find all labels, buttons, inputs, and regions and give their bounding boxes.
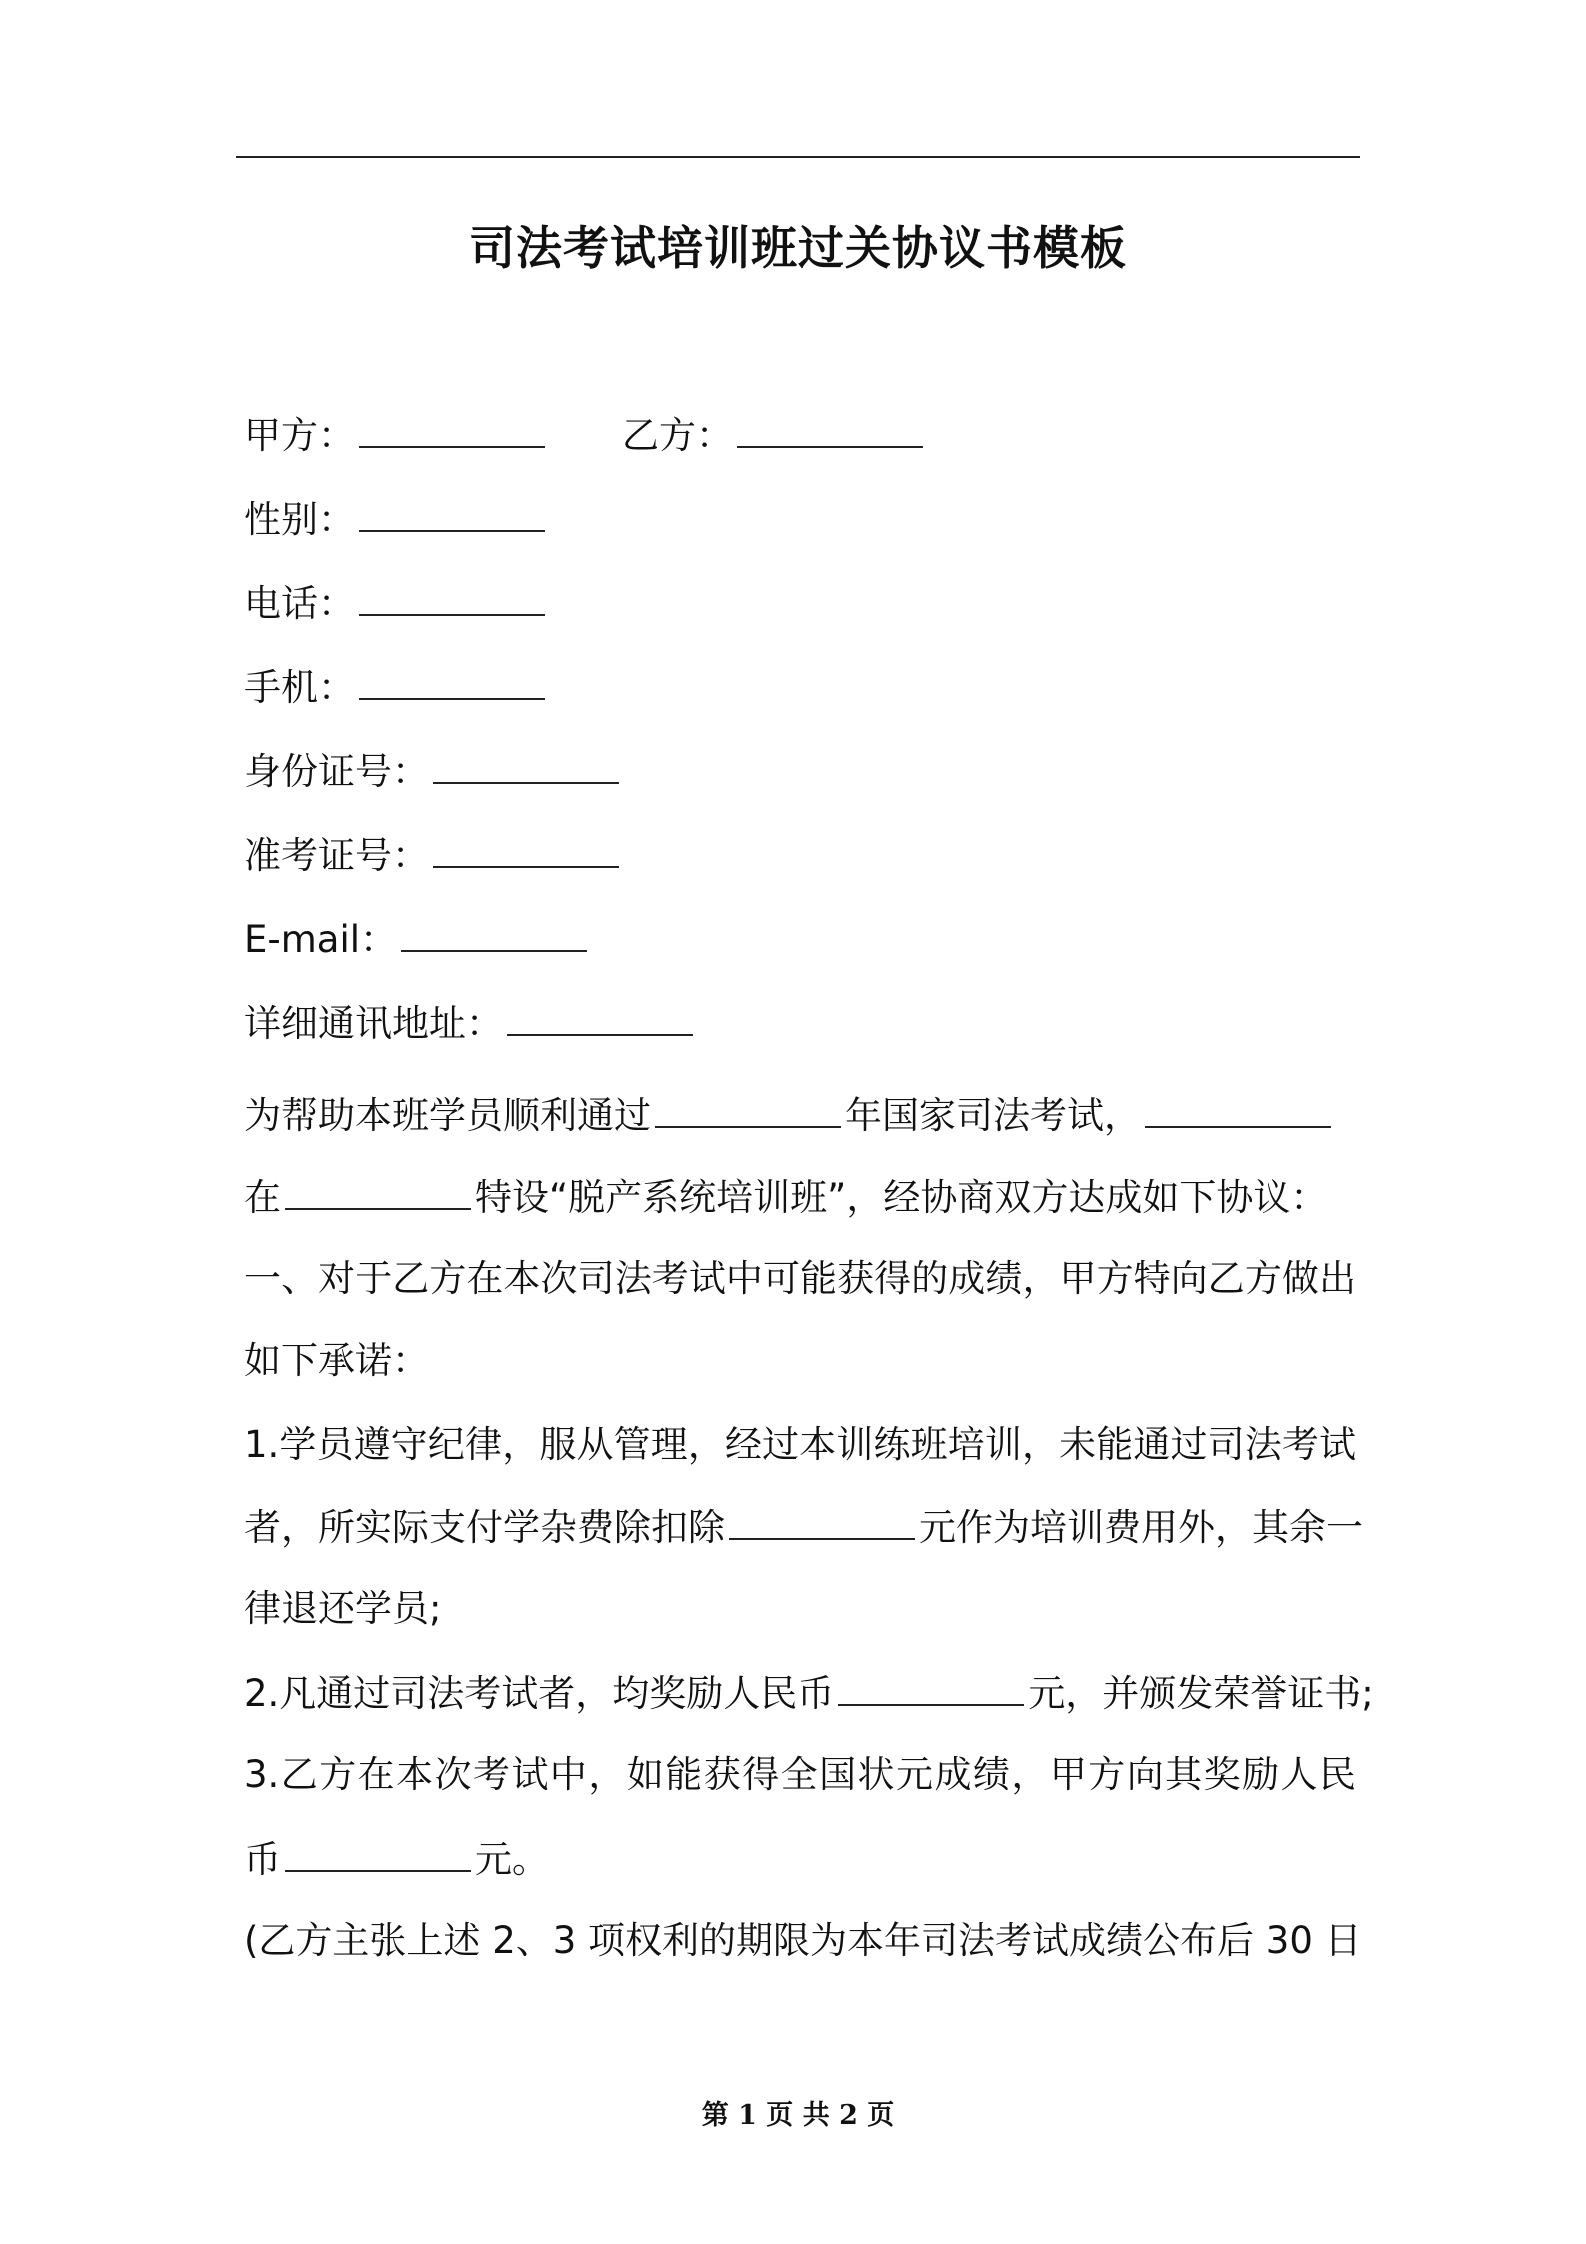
- field-id-number: [244, 746, 623, 797]
- field-id-number-label: 身份证号：: [244, 750, 429, 793]
- item-3-line-2-b: 元。: [475, 1838, 549, 1881]
- intro-place-blank: [285, 1172, 471, 1210]
- item-1-line-2: [244, 1502, 1363, 1553]
- item-2-line-1-a: 2.凡通过司法考试者，均奖励人民币: [244, 1672, 835, 1715]
- field-email-blank: [401, 914, 587, 952]
- field-exam-ticket-label: 准考证号：: [244, 834, 429, 877]
- item-1-fee-blank: [729, 1502, 915, 1540]
- clause-1-line-2: 如下承诺：: [244, 1339, 429, 1382]
- field-address-blank: [507, 998, 693, 1036]
- header-rule: [236, 156, 1360, 158]
- item-3-line-2: [244, 1834, 1356, 1885]
- clause-1-line-1: 一、对于乙方在本次司法考试中可能获得的成绩，甲方特向乙方做出: [244, 1257, 1356, 1300]
- item-2-reward-blank: [838, 1668, 1024, 1706]
- intro-line-2-b: 特设“脱产系统培训班”，经协商双方达成如下协议：: [475, 1176, 1328, 1219]
- field-party-a-blank: [359, 410, 545, 448]
- field-party-a-label: 甲方：: [244, 414, 355, 457]
- field-mobile-label: 手机：: [244, 666, 355, 709]
- item-3-line-2-a: 币: [244, 1838, 281, 1881]
- field-gender-blank: [359, 494, 545, 532]
- field-email-label: E-mail：: [244, 918, 398, 961]
- intro-year-blank: [655, 1090, 841, 1128]
- page-number: 第 1 页 共 2 页: [701, 2100, 895, 2131]
- field-party-b: [622, 410, 927, 461]
- item-2-line-1: [244, 1668, 1374, 1719]
- item-1-line-3: 律退还学员;: [244, 1587, 442, 1630]
- field-email: [244, 914, 591, 965]
- field-party-a: [244, 410, 549, 461]
- field-exam-ticket: [244, 830, 623, 881]
- field-exam-ticket-blank: [433, 830, 619, 868]
- intro-org-blank: [1145, 1090, 1331, 1128]
- field-party-b-label: 乙方：: [622, 414, 733, 457]
- field-address-label: 详细通讯地址：: [244, 1002, 503, 1045]
- field-mobile-blank: [359, 662, 545, 700]
- intro-line-1-b: 年国家司法考试，: [845, 1094, 1141, 1137]
- note-line-1: (乙方主张上述 2、3 项权利的期限为本年司法考试成绩公布后 30 日: [244, 1919, 1362, 1962]
- intro-line-1-a: 为帮助本班学员顺利通过: [244, 1094, 651, 1137]
- intro-line-1: [244, 1090, 1356, 1141]
- item-1-line-1: 1.学员遵守纪律，服从管理，经过本训练班培训，未能通过司法考试: [244, 1423, 1356, 1466]
- field-gender: [244, 494, 549, 545]
- item-1-line-2-b: 元作为培训费用外，其余一: [919, 1506, 1363, 1549]
- intro-line-2-a: 在: [244, 1176, 281, 1219]
- item-2-line-1-b: 元，并颁发荣誉证书;: [1028, 1672, 1374, 1715]
- field-phone-blank: [359, 578, 545, 616]
- field-phone-label: 电话：: [244, 582, 355, 625]
- intro-line-2: [244, 1172, 1356, 1223]
- field-gender-label: 性别：: [244, 498, 355, 541]
- item-1-line-2-a: 者，所实际支付学杂费除扣除: [244, 1506, 725, 1549]
- item-3-line-1: 3.乙方在本次考试中，如能获得全国状元成绩，甲方向其奖励人民: [244, 1753, 1356, 1796]
- field-address: [244, 998, 697, 1049]
- document-title: 司法考试培训班过关协议书模板: [469, 221, 1127, 275]
- field-phone: [244, 578, 549, 629]
- item-3-reward-blank: [285, 1834, 471, 1872]
- field-mobile: [244, 662, 549, 713]
- field-id-number-blank: [433, 746, 619, 784]
- field-party-b-blank: [737, 410, 923, 448]
